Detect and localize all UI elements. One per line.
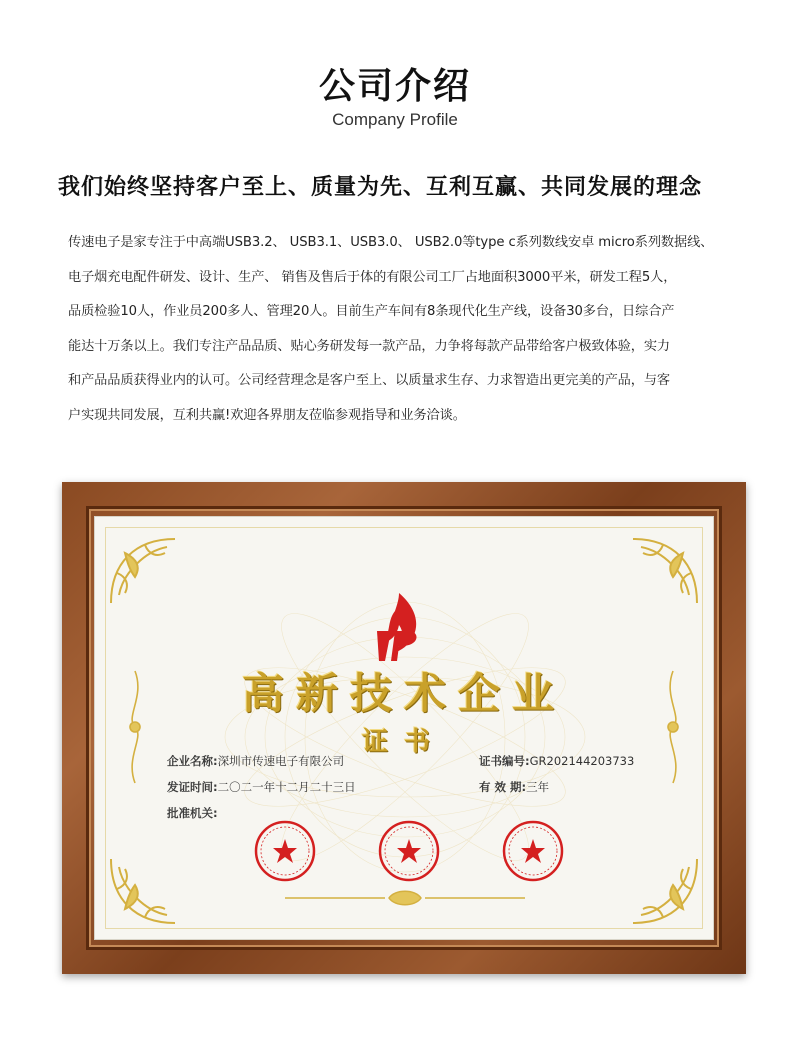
intro-line: 电子烟充电配件研发、设计、生产、 销售及售后于体的有限公司工厂占地面积3000平米，研发工程5人， xyxy=(68,269,677,285)
high-tech-flame-logo xyxy=(369,591,427,663)
official-seal-stamp xyxy=(377,819,441,883)
company-name-label: 企业名称: xyxy=(167,754,218,768)
certificate-title: 高新技术企业 xyxy=(241,669,566,718)
bottom-ornament xyxy=(285,889,525,907)
company-introduction xyxy=(68,233,768,440)
corner-ornament xyxy=(105,533,185,613)
authority-label: 批准机关: xyxy=(167,806,218,820)
official-seal-stamp xyxy=(501,819,565,883)
validity-value: 三年 xyxy=(526,780,550,794)
corner-ornament xyxy=(623,533,703,613)
company-name-value: 深圳市传速电子有限公司 xyxy=(217,754,345,768)
cert-number-value: GR202144203733 xyxy=(529,754,635,768)
company-name-field xyxy=(167,753,344,769)
validity-label: 有 效 期: xyxy=(479,780,527,794)
cert-number-field xyxy=(479,753,634,769)
company-slogan: 我们始终坚持客户至上、质量为先、互利互赢、共同发展的理念 xyxy=(58,175,703,200)
intro-line: 能达十万条以上。我们专注产品品质、贴心务研发每一款产品，力争将每款产品带给客户极致体验，实力 xyxy=(68,338,671,354)
authority-field xyxy=(167,805,218,821)
intro-line: 和产品品质获得业内的认可。公司经营理念是客户至上、以质量求生存、力求智造出更完美的产品，与客 xyxy=(68,373,671,388)
certificate-paper xyxy=(94,516,714,940)
certificate-frame xyxy=(62,482,746,974)
cert-number-label: 证书编号: xyxy=(479,754,530,768)
page-subtitle: Company Profile xyxy=(332,110,458,129)
certificate-subtitle: 证书 xyxy=(361,727,446,757)
page-title: 公司介绍 xyxy=(318,66,471,107)
intro-line: 户实现共同发展，互利共赢!欢迎各界朋友莅临参观指导和业务洽谈。 xyxy=(68,407,466,423)
issue-date-field xyxy=(167,779,356,795)
corner-ornament xyxy=(105,849,185,929)
issue-date-value: 二〇二一年十二月二十三日 xyxy=(217,780,356,794)
issue-date-label: 发证时间: xyxy=(167,780,218,794)
validity-field xyxy=(479,779,549,795)
intro-line: 品质检验10人，作业员200多人、管理20人。目前生产车间有8条现代化生产线，设备30多台，日综合产 xyxy=(68,304,675,319)
official-seal-stamp xyxy=(253,819,317,883)
intro-line: 传速电子是家专注于中高端USB3.2、 USB3.1、USB3.0、 USB2.0等type c系列数线安卓 micro系列数据线、 xyxy=(68,235,714,250)
corner-ornament xyxy=(623,849,703,929)
